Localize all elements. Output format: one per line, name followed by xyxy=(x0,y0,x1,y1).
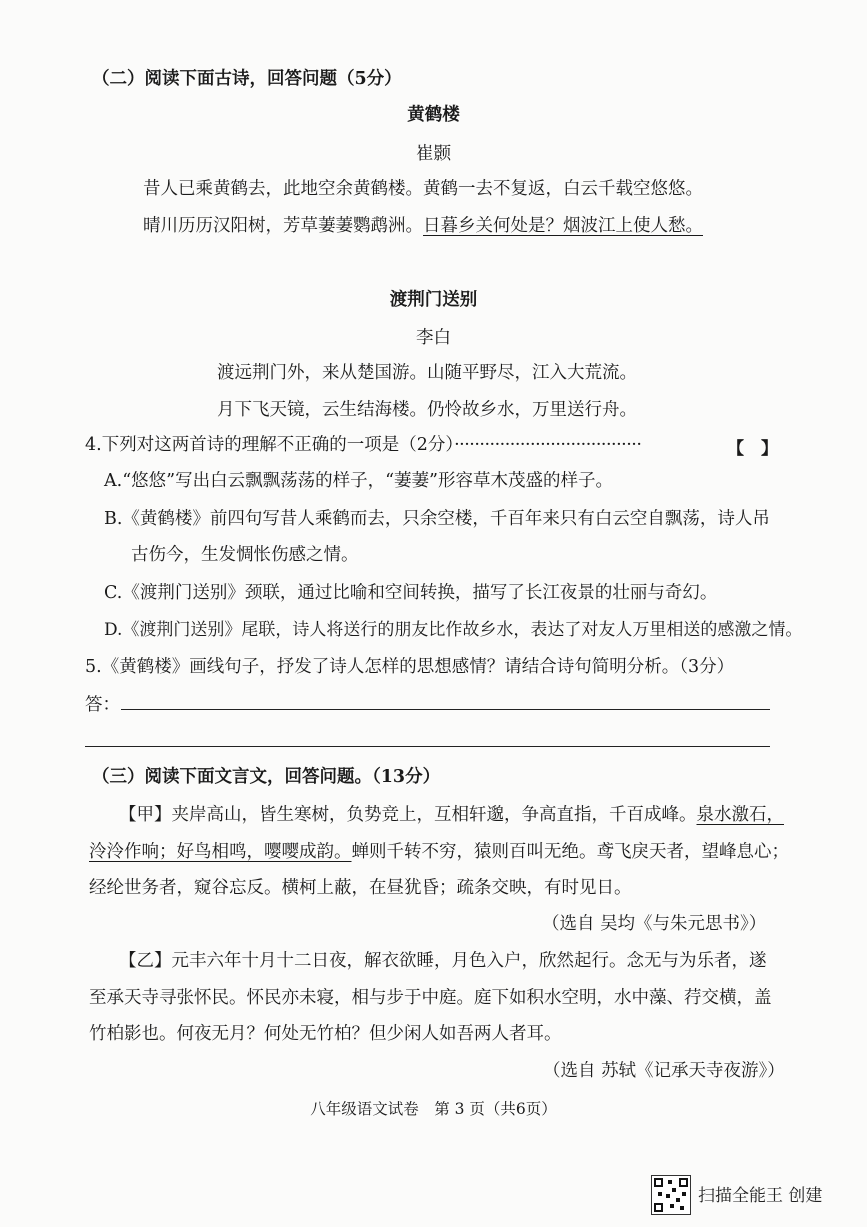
poem-author-libai: 李白 xyxy=(416,328,451,348)
poem-title-huanghelou: 黄鹤楼 xyxy=(407,105,460,125)
option-d: D.《渡荆门送别》尾联，诗人将送行的朋友比作故乡水，表达了对友人万里相送的感激之情。 xyxy=(104,620,803,640)
poem-line xyxy=(143,215,703,237)
passage-yi-source: （选自 苏轼《记承天寺夜游》） xyxy=(543,1061,785,1081)
poem-line: 渡远荆门外，来从楚国游。山随平野尽，江入大荒流。 xyxy=(217,363,637,383)
underlined-passage-text: 泠泠作响；好鸟相鸣，嘤嘤成韵。 xyxy=(89,842,352,862)
passage-text: 【甲】夹岸高山，皆生寒树，负势竞上，互相轩邈，争高直指，千百成峰。 xyxy=(119,805,697,825)
question-4-text: 4.下列对这两首诗的理解不正确的一项是（2分） xyxy=(85,435,455,455)
passage-jia-source: （选自 吴均《与朱元思书》） xyxy=(542,914,767,934)
underlined-passage-text: 泉水激石， xyxy=(696,805,784,825)
qr-code-icon xyxy=(651,1175,691,1215)
answer-bracket[interactable]: 【 】 xyxy=(727,439,778,459)
dot-leader: ····································· xyxy=(454,435,642,455)
passage-text: 蝉则千转不穷，猿则百叫无绝。鸢飞戾天者，望峰息心； xyxy=(351,842,789,862)
poem-line-text: 晴川历历汉阳树，芳草萋萋鹦鹉洲。 xyxy=(143,216,423,236)
question-4-stem xyxy=(85,434,641,456)
answer-label: 答： xyxy=(85,695,120,715)
option-a: A.“悠悠”写出白云飘飘荡荡的样子，“萋萋”形容草木茂盛的样子。 xyxy=(104,471,613,491)
question-5-stem: 5.《黄鹤楼》画线句子，抒发了诗人怎样的思想感情？请结合诗句简明分析。（3分） xyxy=(85,657,735,677)
underlined-poem-line: 日暮乡关何处是？烟波江上使人愁。 xyxy=(423,216,703,236)
passage-yi-line: 【乙】元丰六年十月十二日夜，解衣欲睡，月色入户，欣然起行。念无与为乐者，遂 xyxy=(119,951,767,971)
option-b: B.《黄鹤楼》前四句写昔人乘鹤而去，只余空楼，千百年来只有白云空自飘荡，诗人吊 xyxy=(104,509,770,529)
passage-jia-line xyxy=(89,841,789,863)
passage-yi-line: 竹柏影也。何夜无月？何处无竹柏？但少闲人如吾两人者耳。 xyxy=(89,1024,562,1044)
poem-title-dujingmen: 渡荆门送别 xyxy=(389,290,478,310)
passage-yi-line: 至承天寺寻张怀民。怀民亦未寝，相与步于中庭。庭下如积水空明，水中藻、荇交横，盖 xyxy=(89,988,772,1008)
passage-jia-line: 经纶世务者，窥谷忘反。横柯上蔽，在昼犹昏；疏条交映，有时见日。 xyxy=(89,878,632,898)
poem-line: 昔人已乘黄鹤去，此地空余黄鹤楼。黄鹤一去不复返，白云千载空悠悠。 xyxy=(143,179,703,199)
section-heading-classical-chinese: （三）阅读下面文言文，回答问题。（13分） xyxy=(92,767,441,787)
option-b-continued: 古伤今，生发惆怅伤感之情。 xyxy=(131,545,359,565)
option-c: C.《渡荆门送别》颈联，通过比喻和空间转换，描写了长江夜景的壮丽与奇幻。 xyxy=(104,583,718,603)
page-footer: 八年级语文试卷 第 3 页（共6页） xyxy=(310,1100,557,1118)
scanner-watermark: 扫描全能王 创建 xyxy=(698,1186,823,1206)
poem-author-cuihao: 崔颢 xyxy=(416,144,451,164)
answer-line-2[interactable] xyxy=(85,746,770,747)
poem-line: 月下飞天镜，云生结海楼。仍怜故乡水，万里送行舟。 xyxy=(217,400,637,420)
section-heading-poetry: （二）阅读下面古诗，回答问题（5分） xyxy=(92,69,402,89)
answer-line-1[interactable] xyxy=(121,709,770,710)
passage-jia-line xyxy=(119,804,784,826)
